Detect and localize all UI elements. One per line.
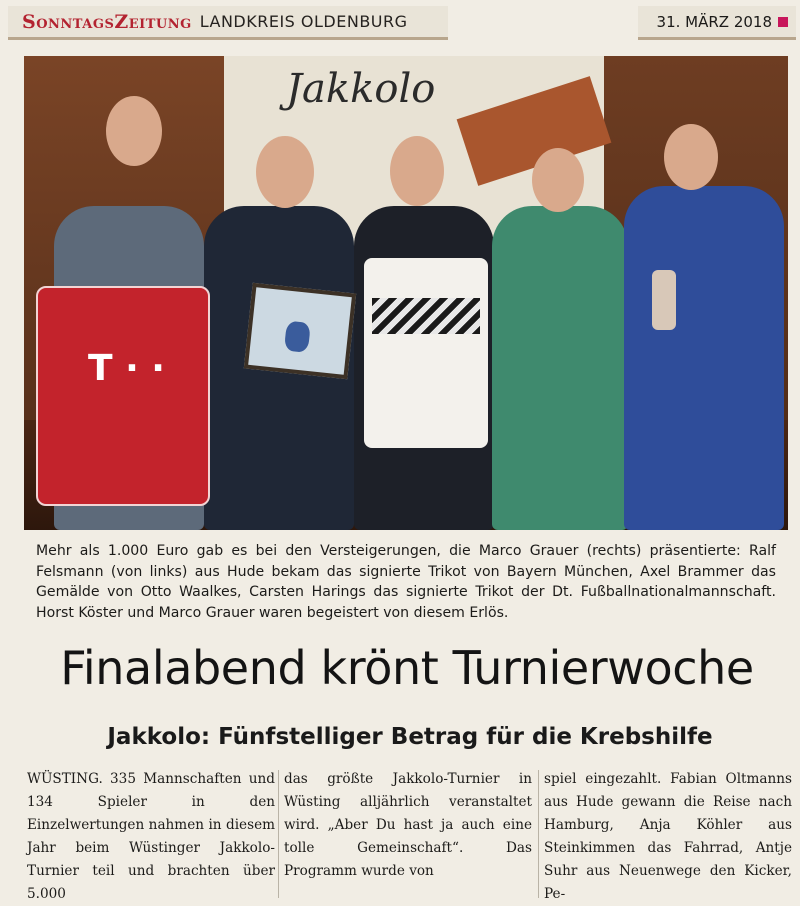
- person-5-body: [624, 186, 784, 530]
- jersey-pattern-band: [372, 298, 480, 334]
- column-divider: [278, 770, 279, 898]
- article-column-1: WÜSTING. 335 Mannschaften und 134 Spieler in den Einzelwertungen nahmen in diesem Jahr beim Wüstinger Jakkolo-Turnier teil und brachten über 5.000: [27, 771, 275, 902]
- photo-caption: Mehr als 1.000 Euro gab es bei den Versteigerungen, die Marco Grauer (rechts) präsentierte: Ralf Felsmann (von links) aus Hude bekam das signierte Trikot von Bayern München, Axel Brammer das Gemälde von Otto Waalkes, Carsten Harings das signierte Trikot der Dt. Fußballnationalmannschaft. Horst Köster und Marco Grauer waren begeistert von diesem Erlös.: [36, 543, 776, 621]
- article-subheadline: Jakkolo: Fünfstelliger Betrag für die Krebshilfe: [107, 724, 713, 750]
- national-team-jersey: [364, 258, 488, 448]
- article-headline: Finalabend krönt Turnierwoche: [60, 641, 754, 695]
- issue-date: 31. MÄRZ 2018: [656, 12, 772, 31]
- newspaper-brand: SonntagsZeitung: [22, 10, 192, 33]
- person-1-head: [106, 96, 162, 166]
- article-column-3: spiel eingezahlt. Fabian Oltmanns aus Hude gewann die Reise nach Hamburg, Anja Köhler aus Steinkimmen das Fahrrad, Antje Suhr aus Neuenwege den Kicker, Pe-: [544, 771, 792, 902]
- column-divider: [538, 770, 539, 898]
- person-5-head: [664, 124, 718, 190]
- painting-vase: [284, 321, 311, 353]
- bayern-jersey: [36, 286, 210, 506]
- article-photo: [24, 56, 788, 530]
- banner-logo-text: Jakkolo: [286, 66, 436, 112]
- jersey-sponsor-logo: T · ·: [88, 348, 165, 389]
- article-column-2: das größte Jakkolo-Turnier in Wüsting alljährlich veranstaltet wird. „Aber Du hast ja auch eine tolle Gemeinschaft“. Das Programm wurde von: [284, 771, 532, 879]
- date-marker-square: [778, 17, 788, 27]
- person-3-head: [390, 136, 444, 206]
- person-4-body: [492, 206, 628, 530]
- person-2-head: [256, 136, 314, 208]
- framed-painting: [244, 283, 356, 379]
- newspaper-masthead: [8, 6, 448, 40]
- person-4-head: [532, 148, 584, 212]
- gift-bag: [652, 270, 676, 330]
- issue-date-box: [638, 6, 796, 40]
- newspaper-region: LANDKREIS OLDENBURG: [199, 12, 408, 31]
